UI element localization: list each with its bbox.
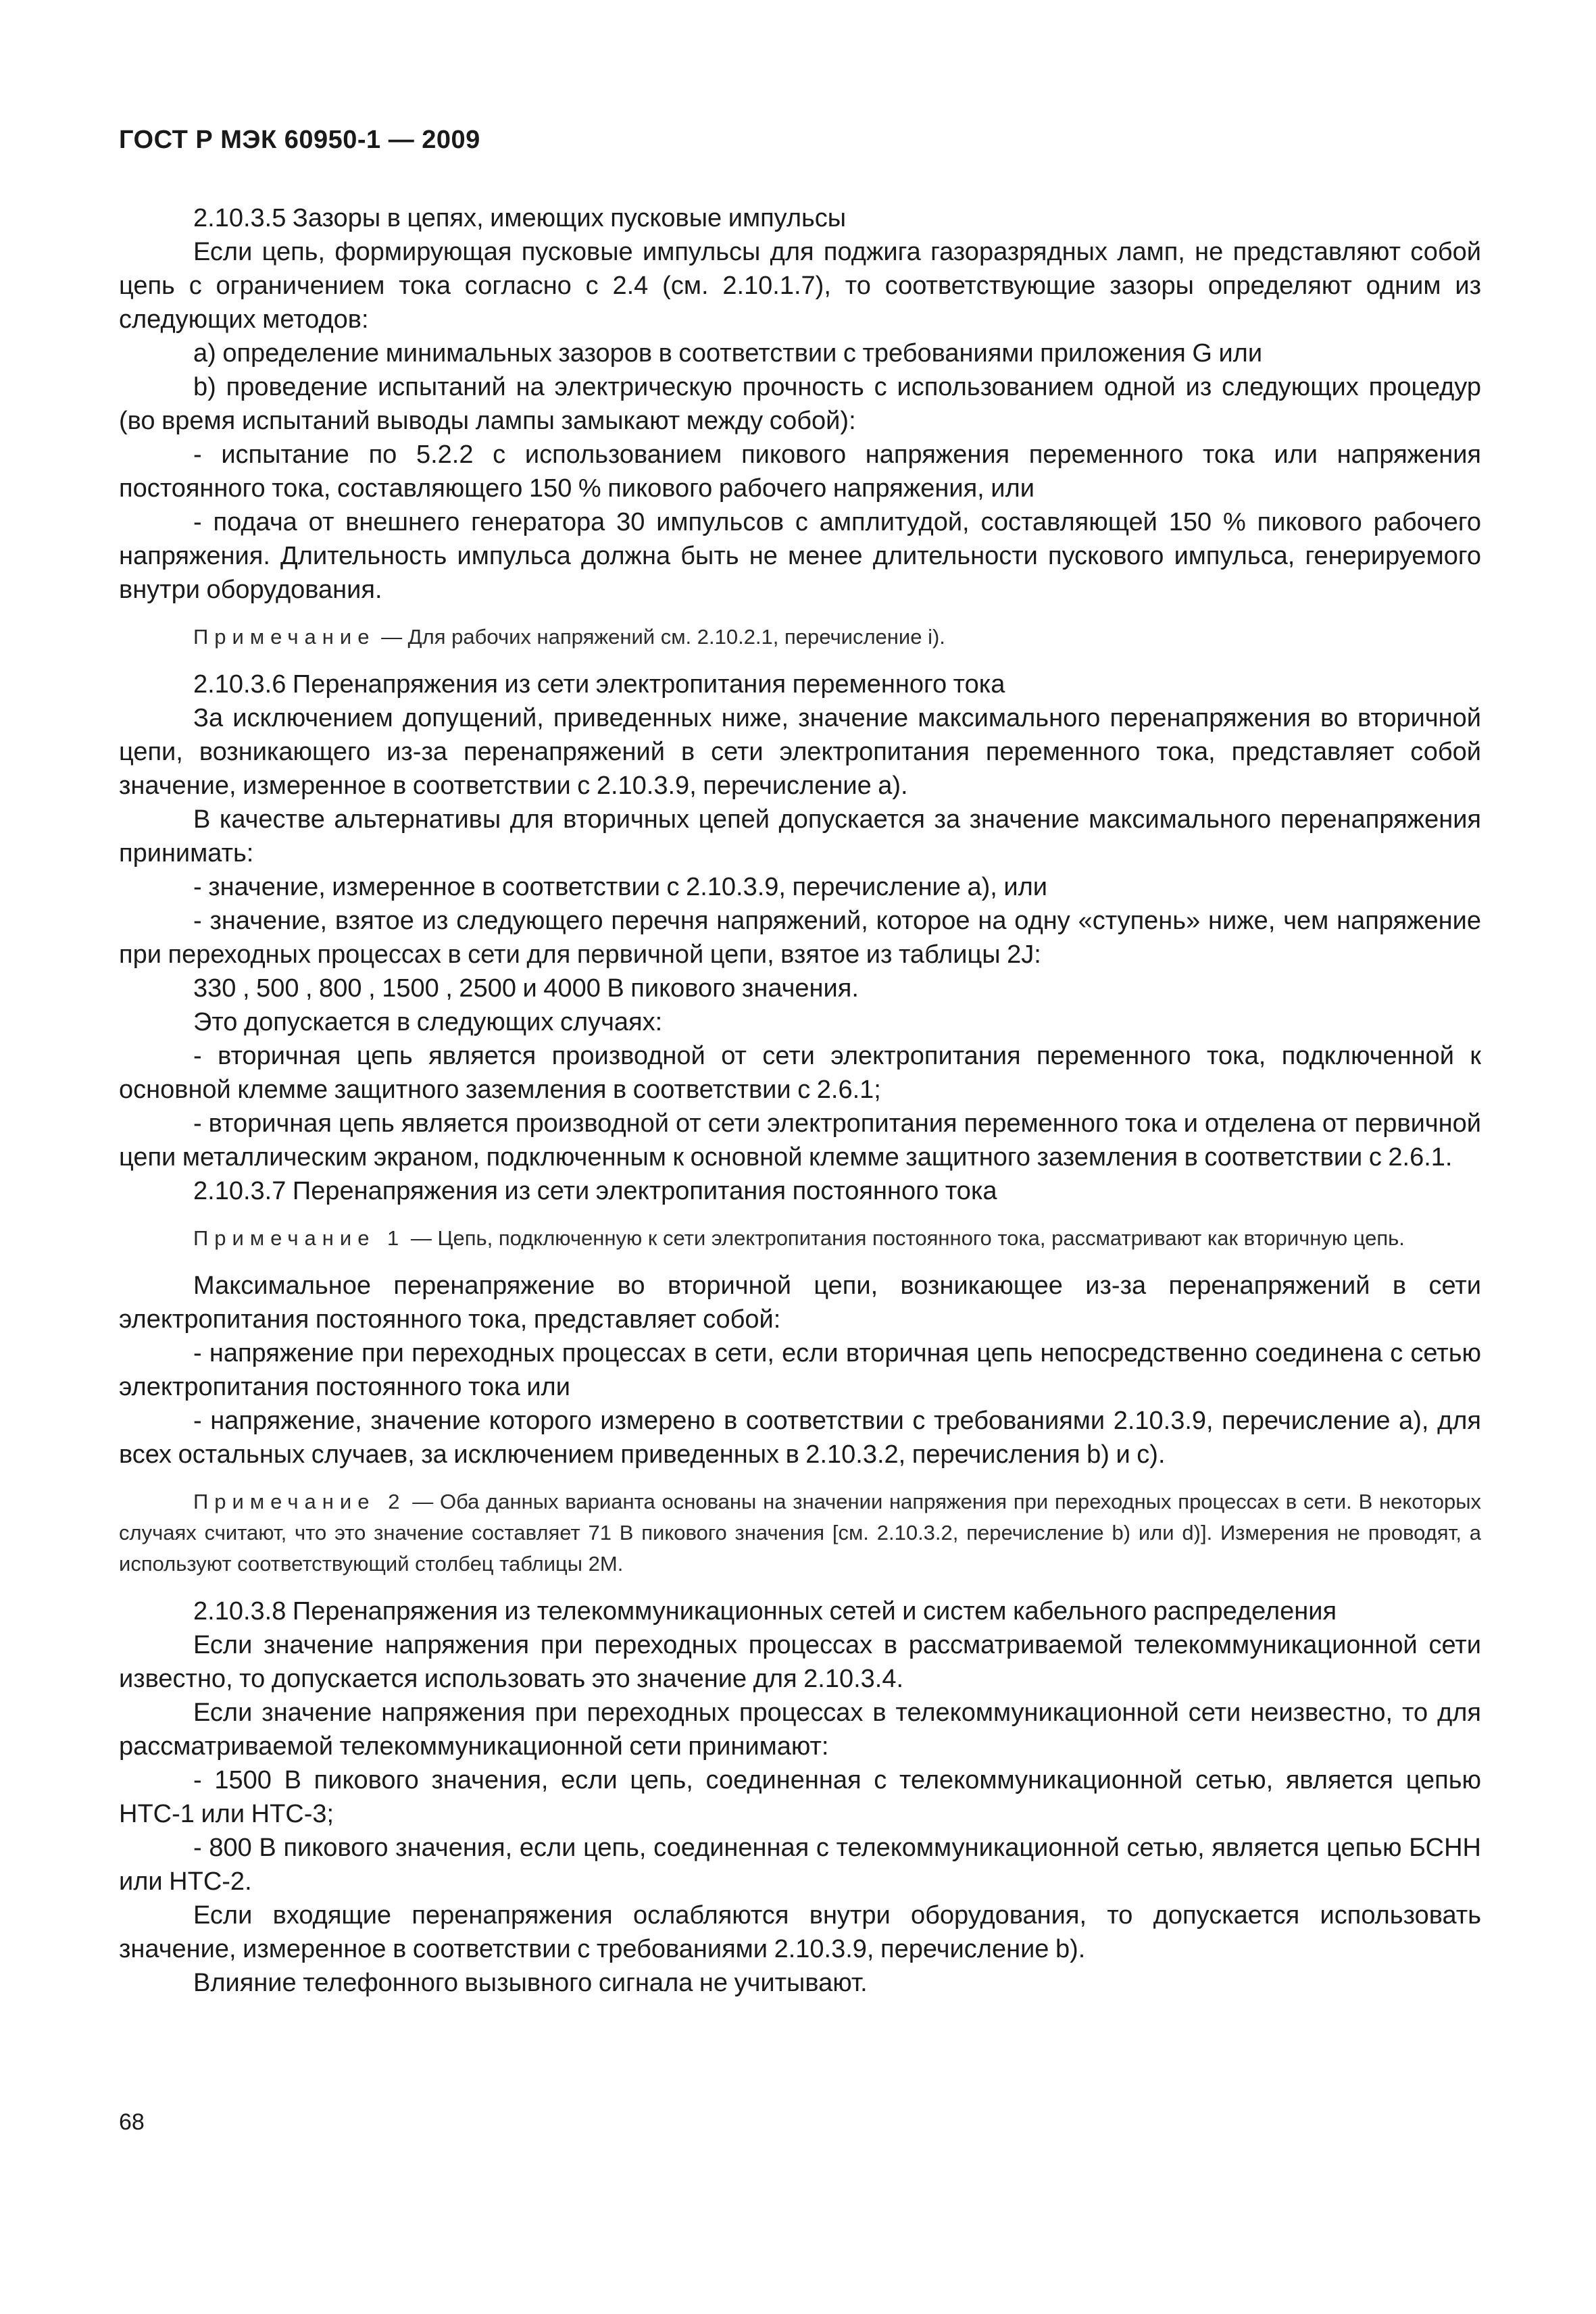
note xyxy=(119,1486,1481,1580)
paragraph: - вторичная цепь является производной от сети электропитания переменного тока и отделена от первичной цепи металлическим экраном, подключенным к основной клемме защитного заземления в соответствии с 2.6.1. xyxy=(119,1109,1481,1172)
paragraph: Если значение напряжения при переходных процессах в рассматриваемой телекоммуникационной сети известно, то допускается использовать это значение для 2.10.3.4. xyxy=(119,1631,1481,1693)
paragraph: За исключением допущений, приведенных ниже, значение максимального перенапряжения во вторичной цепи, возникающего из-за перенапряжений в сети электропитания переменного тока, представляет собой значение, измеренное в соответствии с 2.10.3.9, перечисление а). xyxy=(119,704,1481,800)
paragraph: - значение, взятое из следующего перечня напряжений, которое на одну «ступень» ниже, чем напряжение при переходных процессах в сети для первичной цепи, взятое из таблицы 2J: xyxy=(119,907,1481,969)
paragraph: а) определение минимальных зазоров в соответствии с требованиями приложения G или xyxy=(193,339,1263,368)
paragraph: 2.10.3.7 Перенапряжения из сети электропитания постоянного тока xyxy=(193,1177,997,1205)
paragraph: Если значение напряжения при переходных процессах в телекоммуникационной сети неизвестно, то для рассматриваемой телекоммуникационной сети принимают: xyxy=(119,1699,1481,1761)
paragraph: 2.10.3.6 Перенапряжения из сети электропитания переменного тока xyxy=(193,670,1005,699)
paragraph: - вторичная цепь является производной от сети электропитания переменного тока, подключенной к основной клемме защитного заземления в соответствии с 2.6.1; xyxy=(119,1042,1481,1104)
note-text: — Для рабочих напряжений см. 2.10.2.1, перечисление i). xyxy=(381,625,945,649)
note-text: — Цепь, подключенную к сети электропитания постоянного тока, рассматривают как вторичную цепь. xyxy=(410,1226,1405,1250)
paragraph: Если цепь, формирующая пусковые импульсы для поджига газоразрядных ламп, не представляют собой цепь с ограничением тока согласно с 2.4 (см. 2.10.1.7), то соответствующие зазоры определяют одним из следующих методов: xyxy=(119,238,1481,334)
paragraph: 2.10.3.5 Зазоры в цепях, имеющих пусковые импульсы xyxy=(193,204,847,232)
note xyxy=(119,1223,1481,1254)
paragraph: 330 , 500 , 800 , 1500 , 2500 и 4000 В пикового значения. xyxy=(193,974,859,1003)
paragraph: - испытание по 5.2.2 с использованием пикового напряжения переменного тока или напряжения постоянного тока, составляющего 150 % пикового рабочего напряжения, или xyxy=(119,441,1481,503)
paragraph: Это допускается в следующих случаях: xyxy=(193,1008,663,1036)
paragraph: - 1500 В пикового значения, если цепь, соединенная с телекоммуникационной сетью, является цепью НТС-1 или НТС-3; xyxy=(119,1766,1481,1828)
paragraph: - значение, измеренное в соответствии с 2.10.3.9, перечисление а), или xyxy=(193,873,1047,901)
paragraph: Максимальное перенапряжение во вторичной цепи, возникающее из-за перенапряжений в сети электропитания постоянного тока, представляет собой: xyxy=(119,1272,1481,1334)
note xyxy=(119,622,1481,653)
page-number: 68 xyxy=(119,2109,145,2135)
paragraph: - напряжение при переходных процессах в сети, если вторичная цепь непосредственно соединена с сетью электропитания постоянного тока или xyxy=(119,1339,1481,1401)
paragraph: - 800 В пикового значения, если цепь, соединенная с телекоммуникационной сетью, является цепью БСНН или НТС-2. xyxy=(119,1834,1481,1896)
paragraph: Если входящие перенапряжения ослабляются внутри оборудования, то допускается использовать значение, измеренное в соответствии с требованиями 2.10.3.9, перечисление b). xyxy=(119,1901,1481,1963)
paragraph: В качестве альтернативы для вторичных цепей допускается за значение максимального перенапряжения принимать: xyxy=(119,805,1481,867)
paragraph: b) проведение испытаний на электрическую прочность с использованием одной из следующих процедур (во время испытаний выводы лампы замыкают между собой): xyxy=(119,373,1481,435)
document-body xyxy=(119,201,1481,2000)
note-label: Примечание 1 xyxy=(193,1226,405,1250)
note-text: — Оба данных варианта основаны на значении напряжения при переходных процессах в сети. В некоторых случаях считают, что это значение составляет 71 В пикового значения [см. 2.10.3.2, перечисление b) или d)]. Измерения не проводят, а используют соответствующий столбец таблицы 2М. xyxy=(119,1490,1481,1576)
note-label: Примечание xyxy=(193,625,376,649)
paragraph: - напряжение, значение которого измерено в соответствии с требованиями 2.10.3.9, перечисление а), для всех остальных случаев, за исключением приведенных в 2.10.3.2, перечисления b) и с). xyxy=(119,1407,1481,1469)
note-label: Примечание 2 xyxy=(193,1490,406,1513)
paragraph: Влияние телефонного вызывного сигнала не учитывают. xyxy=(193,1969,868,1997)
paragraph: 2.10.3.8 Перенапряжения из телекоммуникационных сетей и систем кабельного распределения xyxy=(193,1597,1337,1626)
paragraph: - подача от внешнего генератора 30 импульсов с амплитудой, составляющей 150 % пикового рабочего напряжения. Длительность импульса должна быть не менее длительности пускового импульса, генерируемого внутри оборудования. xyxy=(119,508,1481,604)
document-header: ГОСТ Р МЭК 60950-1 — 2009 xyxy=(119,126,480,154)
